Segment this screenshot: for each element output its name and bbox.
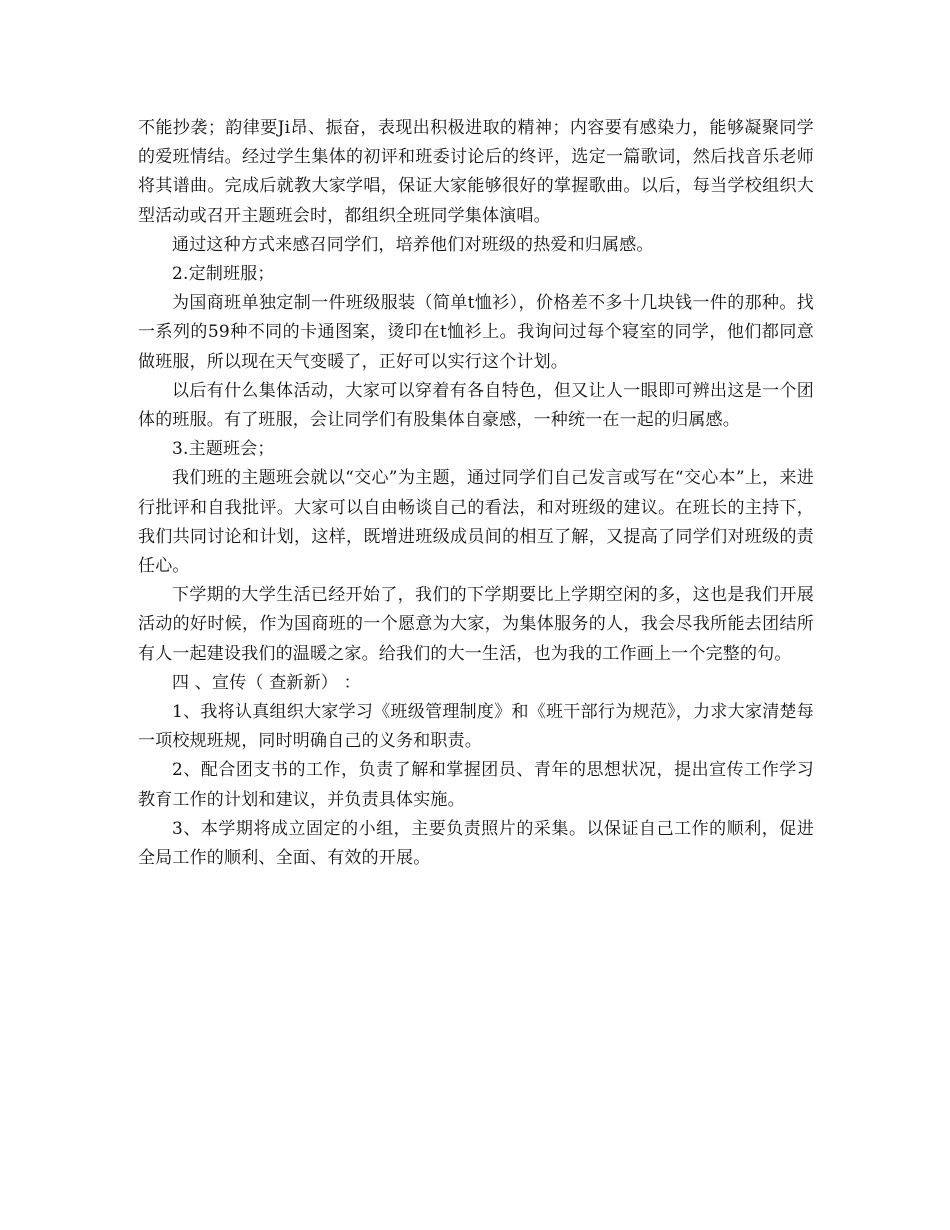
- paragraph-class-uniform-plan: 为国商班单独定制一件班级服装（简单t恤衫），价格差不多十几块钱一件的那种。找一系列的59种不同的卡通图案，烫印在t恤衫上。我询问过每个寝室的同学，他们都同意做班服，所以现在天气变暖了，正好可以实行这个计划。: [138, 293, 814, 372]
- heading-publicity: 四 、宣传（ 查新新） ：: [172, 672, 361, 693]
- paragraph-song-lyrics-requirements: 不能抄袭；韵律要Ji昂、振奋，表现出积极进取的精神；内容要有感染力，能够凝聚同学的爱班情结。经过学生集体的初评和班委讨论后的终评，选定一篇歌词，然后找音乐老师将其谱曲。完成后就教大家学唱，保证大家能够很好的掌握歌曲。以后，每当学校组织大型活动或召开主题班会时，都组织全班同学集体演唱。: [138, 118, 814, 226]
- paragraph-publicity-item-2: 2、配合团支书的工作，负责了解和掌握团员、青年的思想状况，提出宣传工作学习教育工作的计划和建议，并负责具体实施。: [138, 760, 814, 810]
- paragraph-publicity-item-3: 3、本学期将成立固定的小组，主要负责照片的采集。以保证自己工作的顺利，促进全局工作的顺利、全面、有效的开展。: [138, 818, 814, 869]
- paragraph-theme-class-meeting: 我们班的主题班会就以“交心”为主题，通过同学们自己发言或写在“交心本”上，来进行批评和自我批评。大家可以自由畅谈自己的看法，和对班级的建议。在班长的主持下，我们共同讨论和计划，这样，既增进班级成员间的相互了解，又提高了同学们对班级的责任心。: [138, 468, 814, 577]
- paragraph-next-semester: 下学期的大学生活已经开始了，我们的下学期要比上学期空闲的多，这也是我们开展活动的好时候，作为国商班的一个愿意为大家，为集体服务的人，我会尽我所能去团结所有人一起建设我们的温暖之家。给我们的大一生活，也为我的工作画上一个完整的句。: [138, 585, 814, 664]
- heading-theme-class-meeting: 3.主题班会；: [172, 439, 275, 460]
- heading-class-uniform: 2.定制班服；: [172, 264, 275, 285]
- paragraph-song-purpose: 通过这种方式来感召同学们，培养他们对班级的热爱和归属感。: [172, 234, 654, 255]
- paragraph-publicity-item-1: 1、我将认真组织大家学习《班级管理制度》和《班干部行为规范》，力求大家清楚每一项校规班规，同时明确自己的义务和职责。: [138, 702, 814, 752]
- document-body: [138, 114, 814, 873]
- paragraph-class-uniform-benefit: 以后有什么集体活动，大家可以穿着有各自特色，但又让人一眼即可辨出这是一个团体的班服。有了班服，会让同学们有股集体自豪感，一种统一在一起的归属感。: [138, 380, 814, 431]
